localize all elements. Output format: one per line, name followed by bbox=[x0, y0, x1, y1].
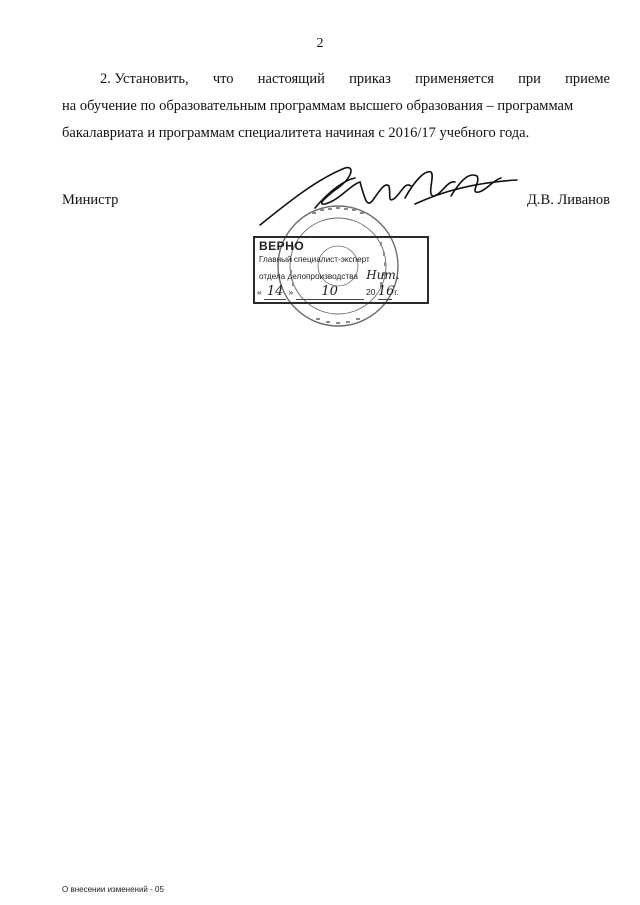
stamp-date-open-quote: « bbox=[257, 287, 262, 297]
signatory-name: Д.В. Ливанов bbox=[527, 192, 610, 208]
clause-line-3: бакалавриата и программам специалитета начиная с 2016/17 учебного года. bbox=[62, 125, 530, 141]
footer-note: О внесении изменений - 05 bbox=[62, 885, 164, 894]
clause-word: применяется bbox=[415, 71, 494, 87]
stamp-month: 10 bbox=[296, 284, 364, 300]
stamp-title: ВЕРНО bbox=[259, 239, 305, 253]
clause-line-2: на обучение по образовательным программам высшего образования – программам bbox=[62, 98, 574, 114]
certification-area bbox=[248, 202, 448, 332]
stamp-date-close-quote: » bbox=[288, 287, 294, 297]
handwritten-initials: Нит. bbox=[366, 268, 400, 282]
clause-word: 2. Установить, bbox=[100, 71, 189, 87]
stamp-department-line bbox=[259, 268, 400, 282]
page-number: 2 bbox=[316, 36, 324, 51]
clause-word: приказ bbox=[349, 71, 391, 87]
clause-paragraph bbox=[62, 66, 610, 147]
clause-line-1 bbox=[62, 66, 610, 93]
stamp-position-line: Главный специалист-эксперт bbox=[259, 255, 370, 264]
clause-word: при bbox=[518, 71, 541, 87]
stamp-day: 14 bbox=[264, 284, 286, 300]
stamp-date-line bbox=[257, 284, 425, 300]
clause-word: что bbox=[212, 71, 234, 87]
stamp-year-suffix: г. bbox=[394, 287, 399, 297]
stamp-department: отдела делопроизводства bbox=[259, 272, 358, 281]
position-label: Министр bbox=[62, 192, 119, 208]
clause-word: настоящий bbox=[257, 71, 325, 87]
clause-word: приеме bbox=[565, 71, 610, 87]
stamp-year: 16 bbox=[377, 284, 395, 299]
certification-stamp bbox=[253, 236, 429, 304]
stamp-year-prefix: 20 bbox=[365, 287, 376, 297]
